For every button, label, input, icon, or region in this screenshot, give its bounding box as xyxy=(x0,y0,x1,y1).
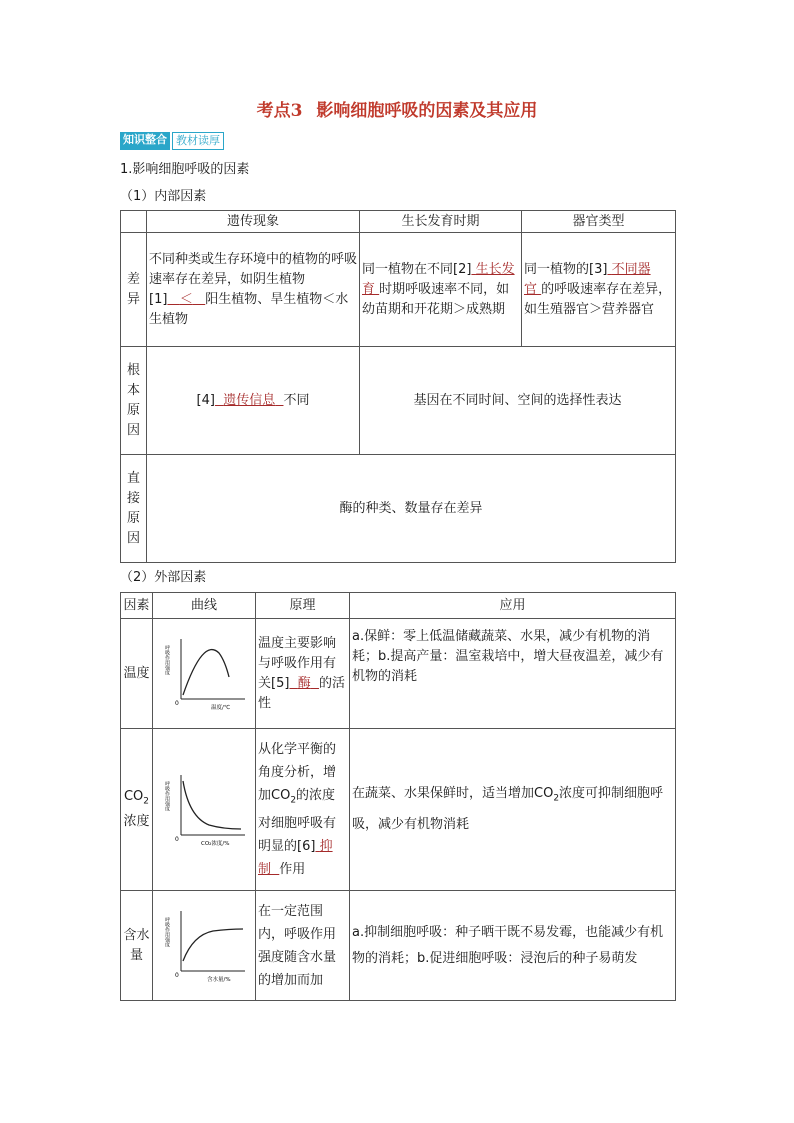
x-axis-label: 含水量/% xyxy=(207,976,231,983)
badge-textbook: 教材读厚 xyxy=(172,132,224,150)
co2-curve xyxy=(183,781,241,829)
title-number: 考点3 xyxy=(256,101,303,121)
answer-2-text: 生长发育 xyxy=(362,261,515,297)
origin-label: 0 xyxy=(175,971,179,979)
label-char: 异 xyxy=(126,291,140,307)
curve-cell-co2 xyxy=(153,729,256,891)
label-char: 因 xyxy=(126,422,140,438)
factor-co2 xyxy=(121,729,153,891)
temperature-curve-chart xyxy=(159,633,249,715)
row-label-difference xyxy=(121,233,147,347)
header-genetic: 遗传现象 xyxy=(147,211,360,233)
answer-5 xyxy=(289,676,319,691)
row-label-root-cause xyxy=(121,347,147,455)
table-row-water xyxy=(121,891,676,1001)
subscript: 2 xyxy=(290,795,297,806)
cell-organ-diff xyxy=(522,233,676,347)
text: 浓度可抑制细胞呼吸，减少有机物消耗 xyxy=(352,786,664,832)
badge-knowledge: 知识整合 xyxy=(120,132,170,150)
table-row-root-cause xyxy=(121,347,676,455)
table-header-row xyxy=(121,593,676,619)
x-axis-label: CO₂浓度/% xyxy=(201,840,230,847)
principle-water: 在一定范围内，呼吸作用强度随含水量的增加而加 xyxy=(256,891,350,1001)
section-heading-internal: （1）内部因素 xyxy=(120,189,207,204)
application-temperature: a.保鲜：零上低温储藏蔬菜、水果，减少有机物的消耗；b.提高产量：温室栽培中，增大昼夜温差，减少有机物的消耗 xyxy=(350,619,676,729)
text: 作用 xyxy=(279,862,306,878)
y-axis-label: 呼吸作用强度 xyxy=(164,916,170,947)
answer-3-text: 不同器官 xyxy=(524,261,651,297)
cell-direct-enzyme: 酶的种类、数量存在差异 xyxy=(147,455,676,563)
header-application: 应用 xyxy=(350,593,676,619)
table-header-row xyxy=(121,211,676,233)
cell-genetic-diff xyxy=(147,233,360,347)
text: [4] xyxy=(196,392,215,408)
answer-4 xyxy=(215,393,284,408)
text: 同一植物在不同[2] xyxy=(362,261,472,277)
table-row-difference xyxy=(121,233,676,347)
origin-label: 0 xyxy=(175,699,179,707)
factor-temperature: 温度 xyxy=(121,619,153,729)
co2-curve-chart xyxy=(159,769,249,851)
origin-label: 0 xyxy=(175,835,179,843)
label-char: 接 xyxy=(126,490,140,506)
section-heading-external: （2）外部因素 xyxy=(120,570,207,585)
text: 时期呼吸速率不同，如幼苗期和开花期＞成熟期 xyxy=(362,281,510,317)
section-badges xyxy=(120,132,224,150)
water-curve-chart xyxy=(159,905,249,987)
text: 的浓度对细胞呼吸有明显的[6] xyxy=(258,787,337,855)
curve-cell-water xyxy=(153,891,256,1001)
label-char: 原 xyxy=(126,510,140,526)
label-char: 差 xyxy=(126,271,140,287)
cell-root-gene-expression: 基因在不同时间、空间的选择性表达 xyxy=(360,347,676,455)
label-char: 直 xyxy=(126,470,140,486)
cell-growth-diff xyxy=(360,233,522,347)
answer-6-text: 抑制 xyxy=(258,839,333,878)
x-axis-label: 温度/℃ xyxy=(211,704,231,711)
table-row-temperature xyxy=(121,619,676,729)
text: 同一植物的[3] xyxy=(524,261,608,277)
label-char: 因 xyxy=(126,530,140,546)
subscript: 2 xyxy=(143,796,150,807)
text: 温度主要影响与呼吸作用有关[5] xyxy=(258,635,337,691)
section-heading-1: 1.影响细胞呼吸的因素 xyxy=(120,162,250,177)
header-principle: 原理 xyxy=(256,593,350,619)
title-text: 影响细胞呼吸的因素及其应用 xyxy=(316,101,538,121)
label-char: 本 xyxy=(126,382,140,398)
table-row-direct-cause xyxy=(121,455,676,563)
header-factor: 因素 xyxy=(121,593,153,619)
y-axis-label: 呼吸作用强度 xyxy=(164,644,170,675)
text: 阳生植物、旱生植物＜水生植物 xyxy=(149,291,349,327)
header-curve: 曲线 xyxy=(153,593,256,619)
answer-1 xyxy=(167,292,205,307)
answer-1-text: ＜ xyxy=(179,291,193,307)
text: 从化学平衡的角度分析，增加CO xyxy=(258,741,337,803)
text: 在蔬菜、水果保鲜时，适当增加CO xyxy=(352,786,554,802)
water-curve xyxy=(183,929,243,961)
external-factors-table xyxy=(120,592,676,1001)
principle-co2 xyxy=(256,729,350,891)
principle-temperature xyxy=(256,619,350,729)
internal-factors-table xyxy=(120,210,676,563)
factor-water: 含水量 xyxy=(121,891,153,1001)
answer-5-text: 酶 xyxy=(297,675,311,691)
text: 浓度 xyxy=(123,813,150,829)
cell-root-genetic xyxy=(147,347,360,455)
application-co2 xyxy=(350,729,676,891)
row-label-direct-cause xyxy=(121,455,147,563)
header-organ: 器官类型 xyxy=(522,211,676,233)
label-char: 根 xyxy=(126,362,140,378)
table-row-co2 xyxy=(121,729,676,891)
corner-cell xyxy=(121,211,147,233)
y-axis-label: 呼吸作用强度 xyxy=(164,780,170,811)
answer-4-text: 遗传信息 xyxy=(223,392,276,408)
text: 不同 xyxy=(283,392,310,408)
temperature-curve xyxy=(183,649,229,694)
page-title xyxy=(0,96,794,121)
header-growth: 生长发育时期 xyxy=(360,211,522,233)
subscript: 2 xyxy=(553,793,560,804)
application-water: a.抑制细胞呼吸：种子晒干既不易发霉，也能减少有机物的消耗；b.促进细胞呼吸：浸泡后的种子易萌发 xyxy=(350,891,676,1001)
text: 的呼吸速率存在差异，如生殖器官＞营养器官 xyxy=(524,281,672,317)
label-char: 原 xyxy=(126,402,140,418)
text: 的活性 xyxy=(258,675,345,711)
text: CO xyxy=(123,789,144,805)
text: 不同种类或生存环境中的植物的呼吸速率存在差异，如阴生植物[1] xyxy=(149,251,358,307)
curve-cell-temperature xyxy=(153,619,256,729)
